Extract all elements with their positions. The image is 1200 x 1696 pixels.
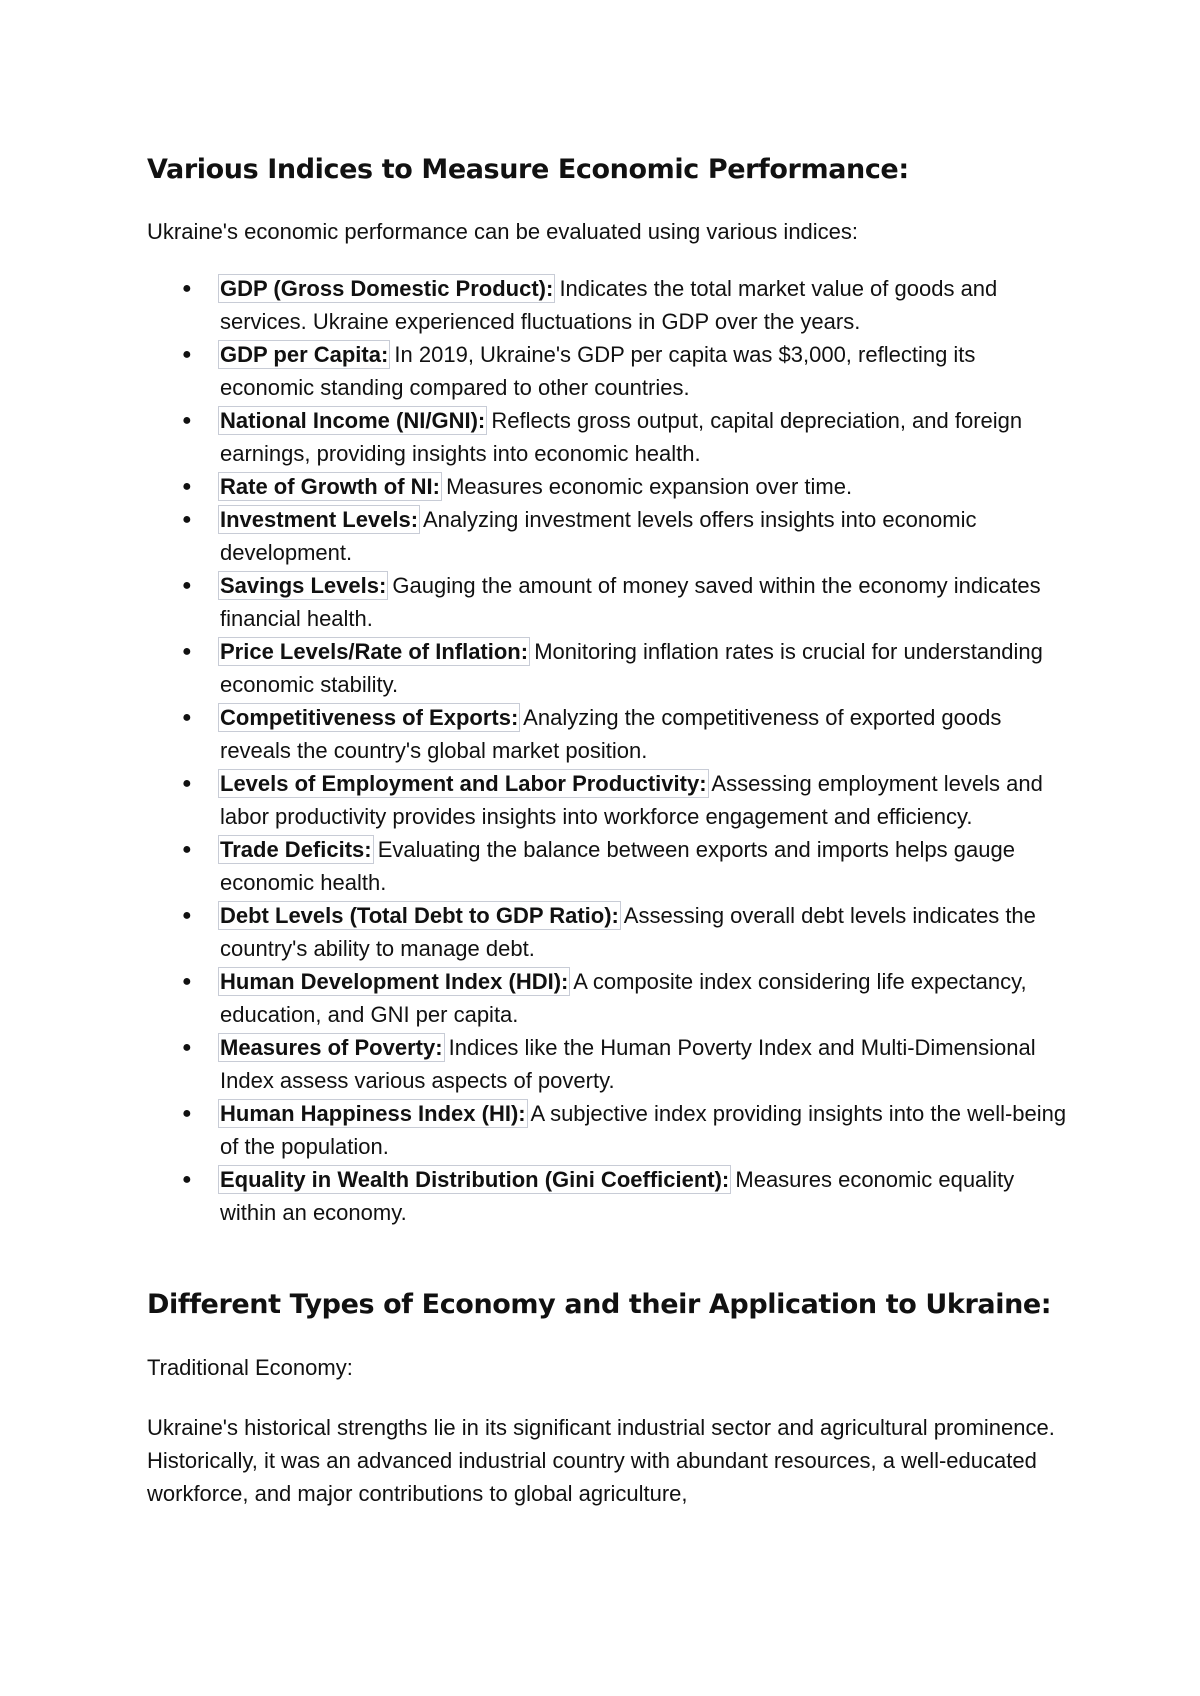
index-description: Assessing overall debt levels indicates the country's ability to manage debt.: [220, 903, 1036, 961]
list-item: [147, 503, 1067, 569]
index-description: A composite index considering life expectancy, education, and GNI per capita.: [220, 969, 1027, 1027]
index-term: Human Development Index (HDI):: [220, 969, 569, 994]
bullet-icon: ●: [182, 412, 192, 429]
index-term: Debt Levels (Total Debt to GDP Ratio):: [220, 903, 619, 928]
index-description: Reflects gross output, capital depreciation, and foreign earnings, providing insights into economic health.: [220, 408, 1023, 466]
index-term: Levels of Employment and Labor Productivity:: [220, 771, 707, 796]
list-item: [147, 1163, 1067, 1229]
list-item: [147, 338, 1067, 404]
index-description: Assessing employment levels and labor productivity provides insights into workforce engagement and efficiency.: [220, 771, 1043, 829]
bullet-icon: ●: [182, 478, 192, 495]
index-description: Indicates the total market value of goods and services. Ukraine experienced fluctuations in GDP over the years.: [220, 276, 998, 334]
list-item: [147, 635, 1067, 701]
subheading-traditional-economy: Traditional Economy:: [147, 1355, 353, 1380]
index-term: Human Happiness Index (HI):: [220, 1101, 526, 1126]
index-description: Analyzing investment levels offers insights into economic development.: [220, 507, 977, 565]
bullet-icon: ●: [182, 577, 192, 594]
index-description: Measures economic expansion over time.: [439, 474, 853, 499]
list-item: [147, 833, 1067, 899]
bullet-icon: ●: [182, 511, 192, 528]
bullet-icon: ●: [182, 1105, 192, 1122]
section-heading-economy-types: Different Types of Economy and their Application to Ukraine:: [147, 1289, 1052, 1320]
section-heading-indices: Various Indices to Measure Economic Performance:: [147, 154, 909, 185]
list-item: [147, 899, 1067, 965]
index-term: Trade Deficits:: [220, 837, 372, 862]
bullet-icon: ●: [182, 346, 192, 363]
index-description: Monitoring inflation rates is crucial for understanding economic stability.: [220, 639, 1043, 697]
bullet-icon: ●: [182, 1039, 192, 1056]
index-description: In 2019, Ukraine's GDP per capita was $3,000, reflecting its economic standing compared to other countries.: [220, 342, 976, 400]
index-term: National Income (NI/GNI):: [220, 408, 486, 433]
bullet-icon: ●: [182, 1171, 192, 1188]
index-description: A subjective index providing insights into the well-being of the population.: [220, 1101, 1067, 1159]
index-description: Gauging the amount of money saved within the economy indicates financial health.: [220, 573, 1041, 631]
list-item: [147, 1097, 1067, 1163]
document-page: [147, 140, 1067, 1510]
indices-list: [147, 272, 1067, 1229]
list-item: [147, 701, 1067, 767]
index-term: Investment Levels:: [220, 507, 419, 532]
index-term: Rate of Growth of NI:: [220, 474, 440, 499]
bullet-icon: ●: [182, 280, 192, 297]
index-description: Measures economic equality within an economy.: [220, 1167, 1015, 1225]
list-item: [147, 272, 1067, 338]
bullet-icon: ●: [182, 709, 192, 726]
intro-paragraph: Ukraine's economic performance can be evaluated using various indices:: [147, 219, 859, 244]
bullet-icon: ●: [182, 643, 192, 660]
index-description: Evaluating the balance between exports and imports helps gauge economic health.: [220, 837, 1015, 895]
body-paragraph: Ukraine's historical strengths lie in its significant industrial sector and agricultural prominence. Historically, it was an advanced industrial country with abundant resources, a well-educated workforce, and major contributions to global agriculture,: [147, 1415, 1055, 1506]
list-item: [147, 404, 1067, 470]
index-description: Indices like the Human Poverty Index and Multi-Dimensional Index assess various aspects of poverty.: [220, 1035, 1036, 1093]
list-item: [147, 965, 1067, 1031]
list-item: [147, 470, 1067, 503]
bullet-icon: ●: [182, 841, 192, 858]
bullet-icon: ●: [182, 973, 192, 990]
index-term: Price Levels/Rate of Inflation:: [220, 639, 529, 664]
index-term: Competitiveness of Exports:: [220, 705, 519, 730]
list-item: [147, 1031, 1067, 1097]
bullet-icon: ●: [182, 907, 192, 924]
index-term: Measures of Poverty:: [220, 1035, 443, 1060]
index-description: Analyzing the competitiveness of exported goods reveals the country's global market position.: [220, 705, 1002, 763]
index-term: Equality in Wealth Distribution (Gini Coefficient):: [220, 1167, 730, 1192]
index-term: GDP (Gross Domestic Product):: [220, 276, 554, 301]
list-item: [147, 569, 1067, 635]
bullet-icon: ●: [182, 775, 192, 792]
index-term: GDP per Capita:: [220, 342, 389, 367]
index-term: Savings Levels:: [220, 573, 387, 598]
list-item: [147, 767, 1067, 833]
